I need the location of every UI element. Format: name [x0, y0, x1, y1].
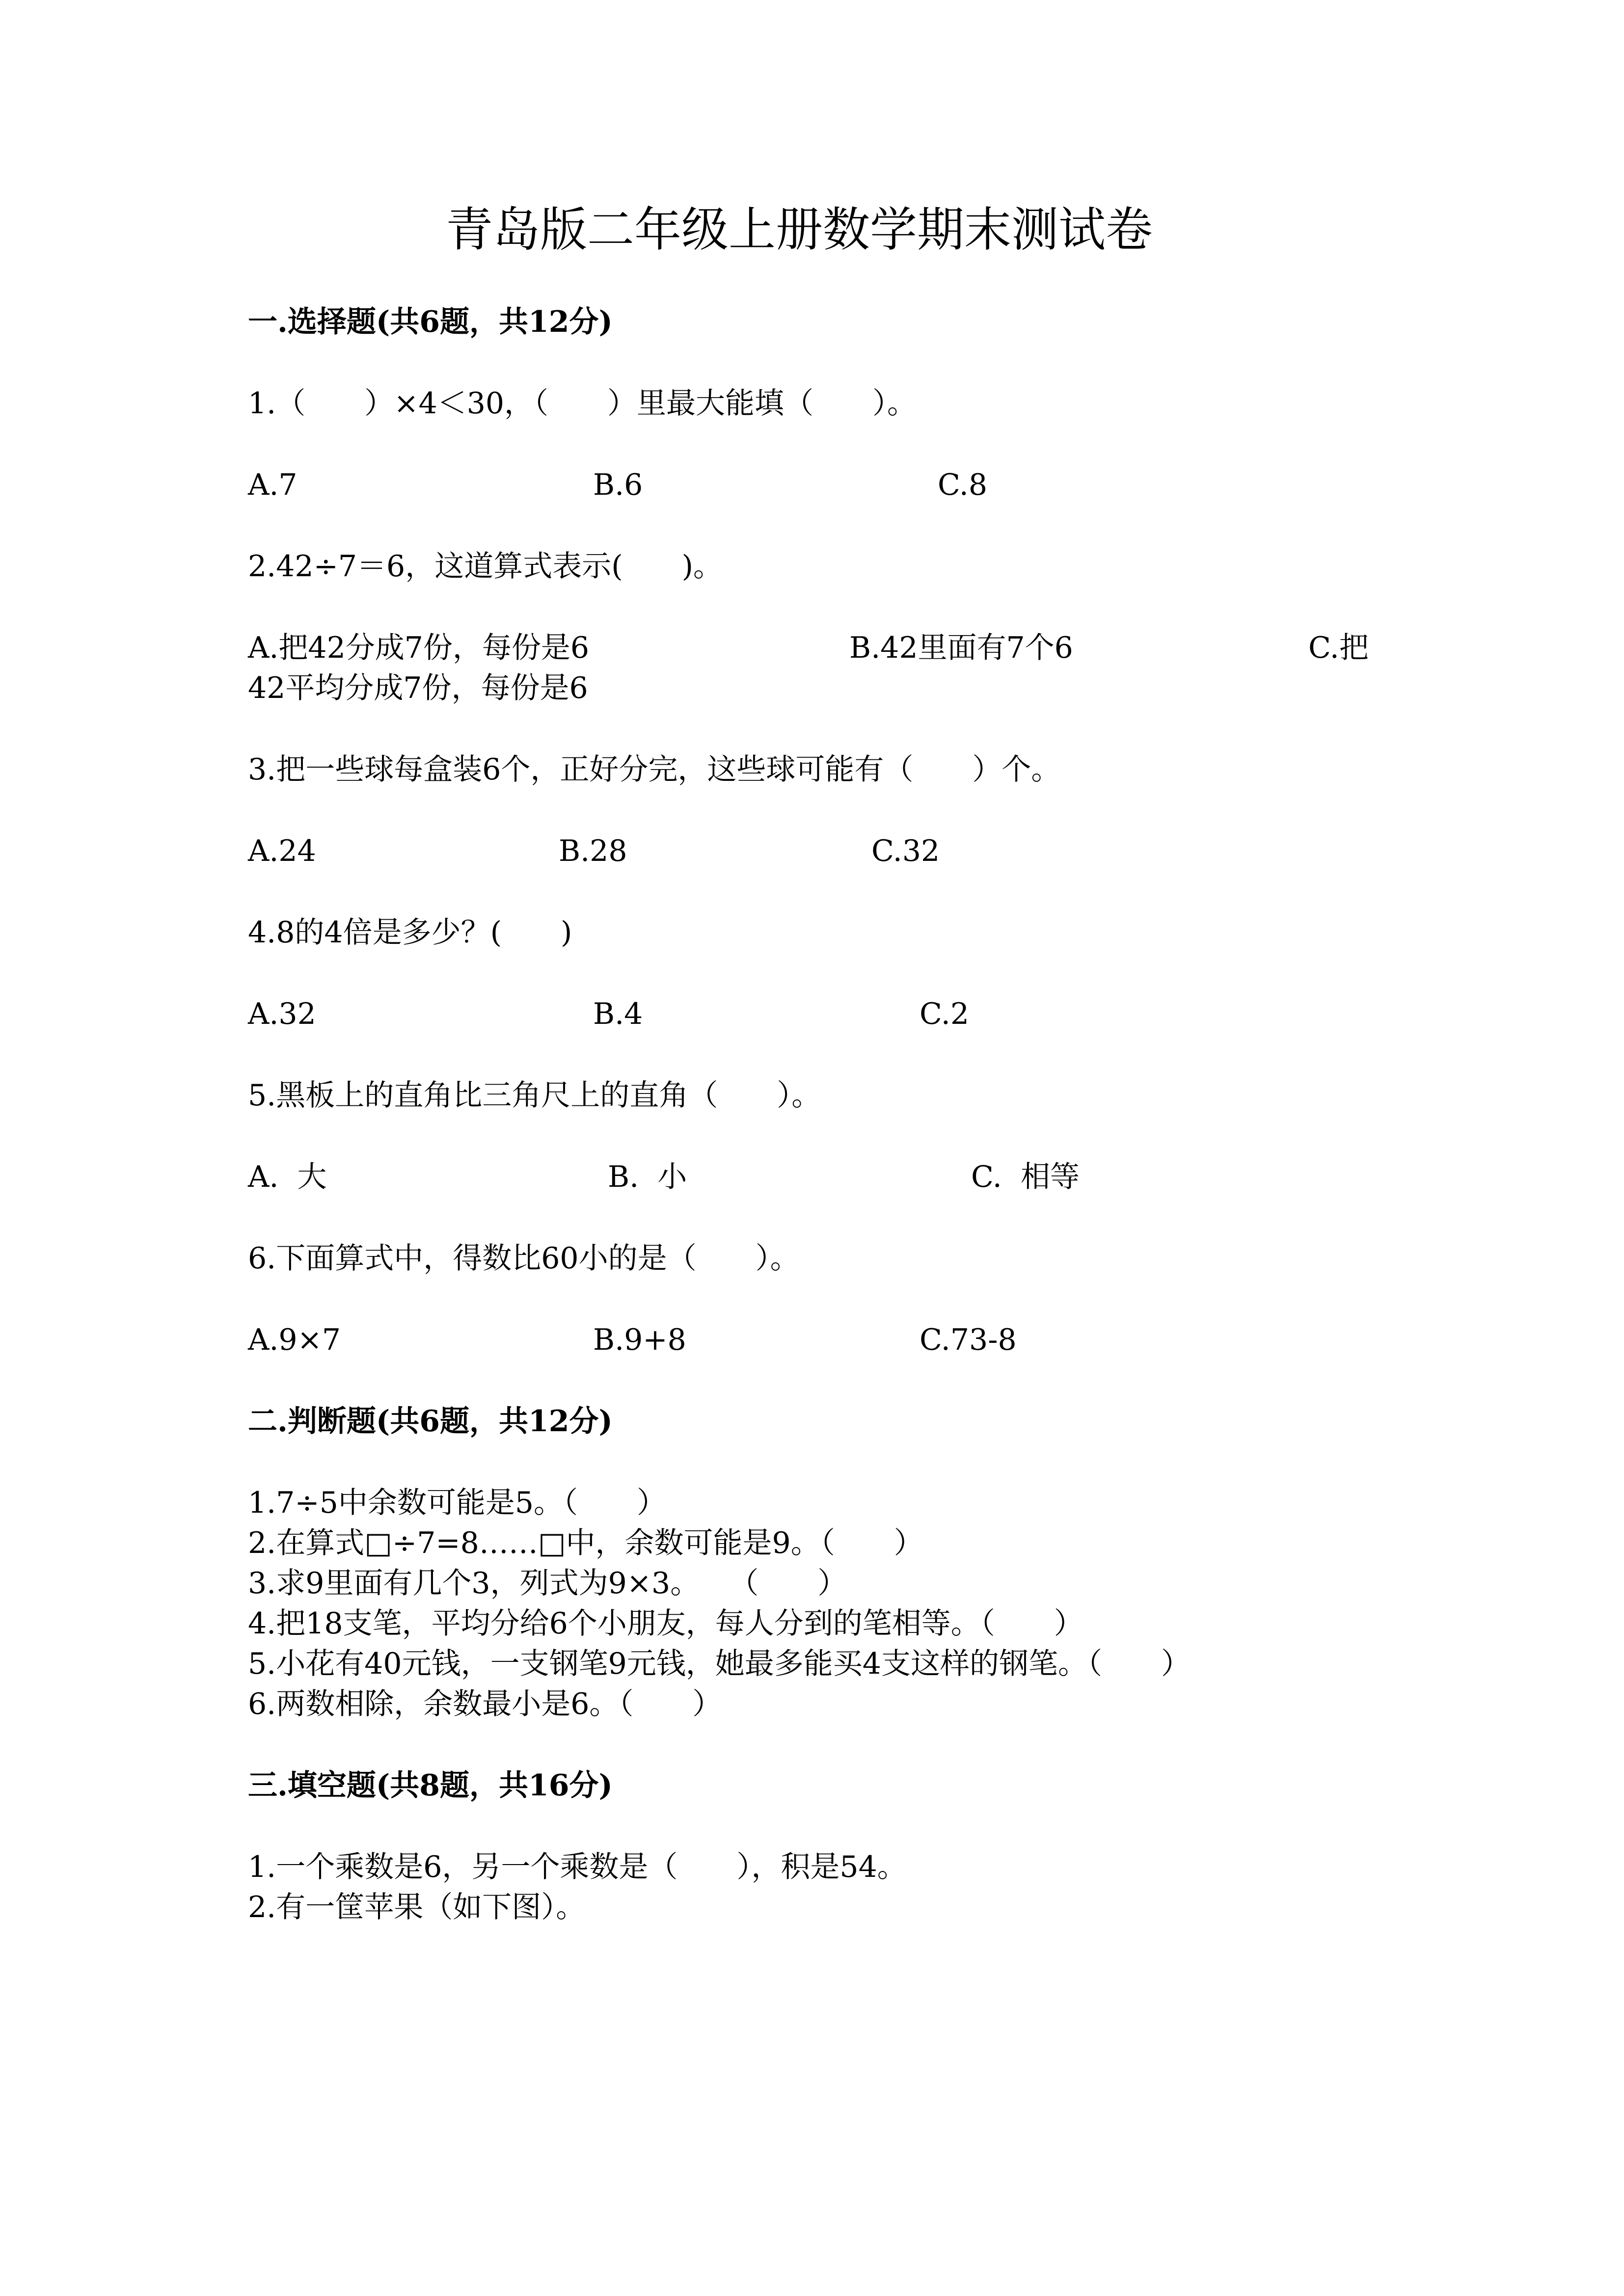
judgement-item: 4.把18支笔，平均分给6个小朋友，每人分到的笔相等。（ ） [248, 1606, 1083, 1641]
question-stem: 1.（ ）×4＜30，（ ）里最大能填（ ）。 [248, 386, 917, 421]
judgement-item: 5.小花有40元钱，一支钢笔9元钱，她最多能买4支这样的钢笔。（ ） [248, 1647, 1191, 1681]
fill-blank-item: 1.一个乘数是6，另一个乘数是（ ），积是54。 [248, 1850, 907, 1884]
option-b: B.28 [559, 834, 627, 868]
judgement-item: 1.7÷5中余数可能是5。（ ） [248, 1486, 667, 1520]
option-c: C.把 [1308, 631, 1369, 665]
question-stem: 6.下面算式中，得数比60小的是（ ）。 [248, 1241, 800, 1276]
option-a: A. 大 [248, 1160, 327, 1194]
option-b: B.42里面有7个6 [849, 631, 1073, 665]
fill-blank-item: 2.有一筐苹果（如下图）。 [248, 1890, 586, 1924]
option-a: A.把42分成7份，每份是6 [248, 631, 590, 665]
question-stem: 2.42÷7＝6，这道算式表示( )。 [248, 549, 723, 584]
option-b: B.4 [593, 997, 643, 1031]
page-title: 青岛版二年级上册数学期末测试卷 [446, 202, 1153, 257]
option-b: B.9+8 [593, 1323, 686, 1357]
option-c: C.2 [920, 997, 970, 1031]
option-a: A.7 [248, 468, 298, 502]
option-a: A.32 [248, 997, 316, 1031]
section-heading-choice: 一.选择题(共6题，共12分) [248, 305, 613, 339]
section-heading-fill-blank: 三.填空题(共8题，共16分) [248, 1768, 613, 1803]
option-c: C. 相等 [971, 1160, 1080, 1194]
option-a: A.9×7 [248, 1323, 341, 1357]
question-stem: 5.黑板上的直角比三角尺上的直角（ ）。 [248, 1078, 821, 1113]
judgement-item: 3.求9里面有几个3，列式为9×3。 （ ） [248, 1566, 847, 1601]
question-stem: 3.把一些球每盒装6个，正好分完，这些球可能有（ ）个。 [248, 752, 1061, 787]
option-b: B. 小 [608, 1160, 687, 1194]
option-c: C.73-8 [920, 1323, 1017, 1357]
option-c: C.8 [938, 468, 988, 502]
option-c: C.32 [871, 834, 940, 868]
option-c-continued: 42平均分成7份，每份是6 [248, 671, 588, 705]
question-stem: 4.8的4倍是多少？( ) [248, 915, 572, 950]
judgement-item: 2.在算式□÷7=8……□中，余数可能是9。（ ） [248, 1526, 923, 1560]
section-heading-judgement: 二.判断题(共6题，共12分) [248, 1404, 613, 1439]
option-b: B.6 [593, 468, 643, 502]
option-a: A.24 [248, 834, 316, 868]
judgement-item: 6.两数相除，余数最小是6。（ ） [248, 1687, 722, 1721]
